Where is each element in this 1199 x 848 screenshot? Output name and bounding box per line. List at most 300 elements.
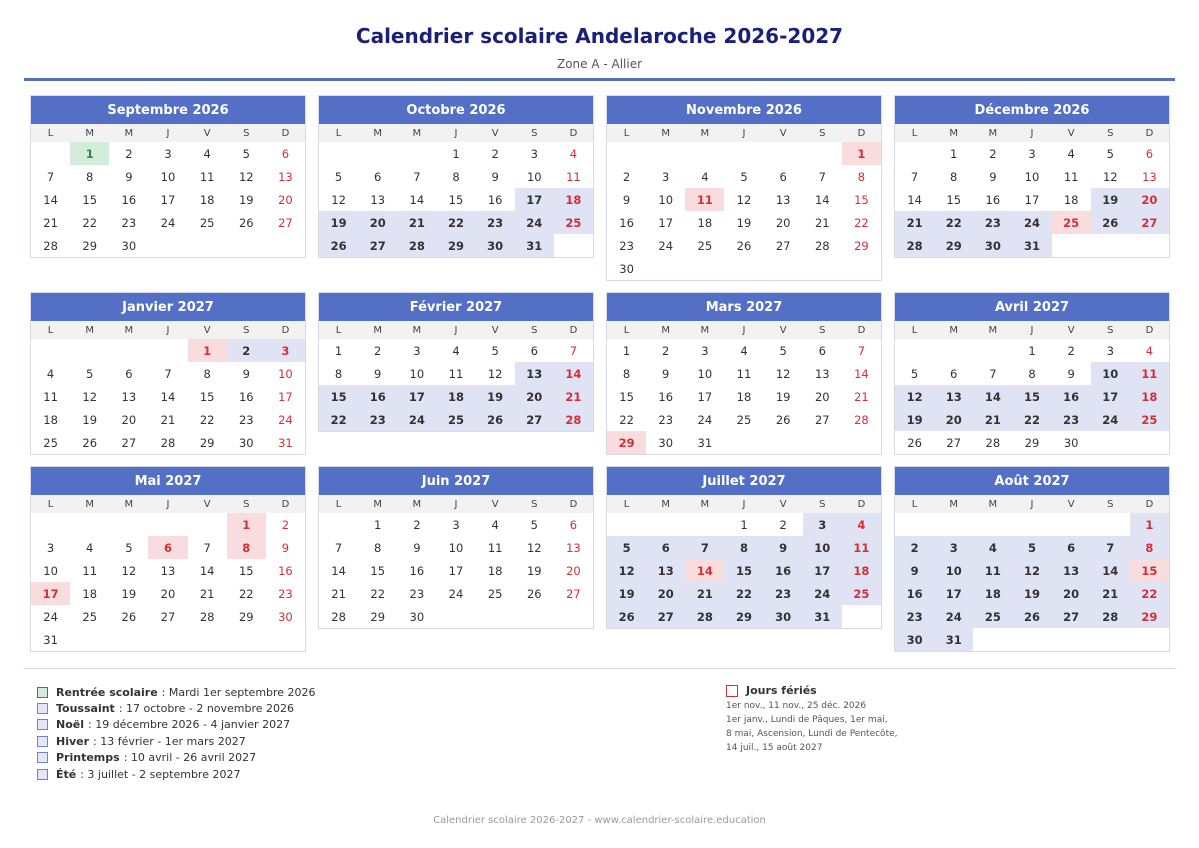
day-cell: 16: [278, 563, 293, 578]
day-cell: 5: [779, 343, 787, 358]
day-cell: 4: [740, 343, 748, 358]
day-cell: 8: [227, 536, 266, 559]
day-cell: 12: [607, 559, 646, 582]
day-cell: 19: [775, 389, 791, 404]
day-cell: 30: [973, 234, 1012, 257]
empty-cell: [607, 513, 646, 536]
day-cell: 11: [842, 536, 881, 559]
day-cell: 28: [554, 408, 593, 431]
weekday-label: L: [47, 324, 54, 336]
day-cell: 16: [764, 559, 803, 582]
day-cell: 22: [619, 412, 634, 427]
weekday-label: V: [203, 127, 211, 139]
day-cell: 1: [622, 343, 631, 358]
day-cell: 1: [740, 517, 748, 532]
day-cell: 16: [238, 389, 254, 404]
month-calendar: [30, 466, 306, 652]
day-cell: 28: [895, 234, 934, 257]
day-cell: 1: [452, 146, 460, 161]
month-title: Juin 2027: [319, 467, 593, 495]
day-cell: 20: [160, 586, 176, 601]
day-cell: 17: [160, 192, 176, 207]
weekday-label: M: [412, 127, 422, 139]
day-cell: 31: [515, 234, 554, 257]
day-cell: 24: [448, 586, 464, 601]
weekday-label: S: [819, 127, 826, 139]
day-cell: 19: [607, 582, 646, 605]
day-cell: 27: [358, 234, 397, 257]
day-cell: 16: [985, 192, 1001, 207]
day-cell: 17: [448, 563, 464, 578]
holiday-swatch-icon: [726, 685, 738, 697]
day-cell: 26: [1091, 211, 1130, 234]
legend-divider: [24, 668, 1175, 669]
day-cell: 7: [569, 343, 578, 358]
weekday-label: M: [949, 498, 959, 510]
day-cell: 26: [607, 605, 646, 628]
day-cell: 21: [685, 582, 724, 605]
day-cell: 9: [764, 536, 803, 559]
day-cell: 22: [82, 215, 98, 230]
empty-cell: [764, 142, 803, 165]
day-cell: 2: [779, 517, 787, 532]
day-cell: 30: [476, 234, 515, 257]
weekday-label: S: [819, 324, 826, 336]
legend-label: Toussaint: [56, 702, 115, 716]
day-cell: 6: [530, 343, 538, 358]
day-cell: 9: [281, 540, 290, 555]
day-cell: 17: [1091, 385, 1130, 408]
day-cell: 7: [910, 169, 919, 184]
day-cell: 20: [566, 563, 581, 578]
day-cell: 24: [397, 408, 436, 431]
day-cell: 14: [160, 389, 176, 404]
day-cell: 11: [82, 563, 98, 578]
day-cell: 28: [43, 238, 58, 253]
day-cell: 7: [818, 169, 826, 184]
day-cell: 15: [854, 192, 869, 207]
day-cell: 30: [1063, 435, 1079, 450]
empty-cell: [148, 339, 187, 362]
day-cell: 4: [973, 536, 1012, 559]
weekday-label: L: [911, 324, 918, 336]
weekday-label: V: [779, 127, 787, 139]
day-cell: 19: [121, 586, 137, 601]
day-cell: 11: [1130, 362, 1169, 385]
day-cell: 27: [121, 435, 137, 450]
day-cell: 29: [934, 234, 973, 257]
empty-cell: [31, 142, 70, 165]
day-cell: 30: [658, 435, 674, 450]
day-cell: 12: [526, 540, 542, 555]
weekday-label: M: [85, 498, 95, 510]
day-cell: 16: [895, 582, 934, 605]
weekday-label: D: [857, 498, 866, 510]
empty-cell: [646, 513, 685, 536]
weekday-label: D: [281, 127, 290, 139]
day-cell: 1: [950, 146, 958, 161]
day-cell: 27: [946, 435, 962, 450]
day-cell: 31: [934, 628, 973, 651]
weekday-label: D: [569, 498, 578, 510]
empty-cell: [397, 142, 436, 165]
weekday-header: [895, 124, 1169, 142]
day-cell: 17: [934, 582, 973, 605]
day-cell: 26: [121, 609, 137, 624]
day-cell: 30: [278, 609, 293, 624]
day-cell: 28: [985, 435, 1001, 450]
day-cell: 30: [238, 435, 254, 450]
day-cell: 10: [409, 366, 425, 381]
vacation-swatch-icon: [37, 769, 48, 780]
day-cell: 13: [646, 559, 685, 582]
day-cell: 15: [319, 385, 358, 408]
day-cell: 19: [82, 412, 98, 427]
holidays-legend: [726, 684, 898, 755]
empty-cell: [895, 142, 934, 165]
day-cell: 1: [1130, 513, 1169, 536]
day-cell: 10: [803, 536, 842, 559]
weekday-label: D: [1145, 324, 1154, 336]
weekday-label: V: [779, 498, 787, 510]
day-cell: 30: [409, 609, 425, 624]
day-cell: 21: [1091, 582, 1130, 605]
legend-label: Noël: [56, 718, 84, 732]
weekday-label: V: [203, 498, 211, 510]
legend-text: : 10 avril - 26 avril 2027: [123, 751, 257, 765]
day-cell: 18: [1130, 385, 1169, 408]
day-cell: 4: [569, 146, 578, 161]
day-cell: 28: [199, 609, 215, 624]
month-title: Avril 2027: [895, 293, 1169, 321]
weekday-label: V: [203, 324, 211, 336]
day-cell: 5: [334, 169, 343, 184]
month-title: Mai 2027: [31, 467, 305, 495]
day-cell: 23: [973, 211, 1012, 234]
legend-item-noel: [37, 717, 316, 733]
day-cell: 27: [814, 412, 830, 427]
day-cell: 11: [685, 188, 724, 211]
weekday-label: M: [124, 127, 134, 139]
day-cell: 27: [1052, 605, 1091, 628]
day-cell: 16: [1052, 385, 1091, 408]
day-cell: 9: [413, 540, 421, 555]
day-cell: 24: [1012, 211, 1051, 234]
day-cell: 11: [448, 366, 464, 381]
day-grid: [319, 513, 593, 628]
empty-cell: [319, 142, 358, 165]
day-cell: 14: [1091, 559, 1130, 582]
vacation-swatch-icon: [37, 752, 48, 763]
day-cell: 10: [1024, 169, 1040, 184]
day-cell: 2: [281, 517, 290, 532]
day-cell: 27: [515, 408, 554, 431]
day-cell: 23: [238, 412, 254, 427]
day-cell: 12: [775, 366, 791, 381]
day-cell: 22: [1012, 408, 1051, 431]
day-cell: 3: [46, 540, 55, 555]
day-cell: 19: [1012, 582, 1051, 605]
month-calendar: [894, 292, 1170, 455]
day-cell: 15: [238, 563, 254, 578]
empty-cell: [31, 513, 70, 536]
day-cell: 27: [1130, 211, 1169, 234]
day-cell: 13: [370, 192, 386, 207]
day-cell: 15: [448, 192, 464, 207]
day-grid: [607, 513, 881, 628]
day-cell: 26: [526, 586, 542, 601]
weekday-label: L: [47, 498, 54, 510]
footer: Calendrier scolaire 2026-2027 - www.calendrier-scolaire.education: [433, 815, 766, 826]
legend-item-toussaint: [37, 700, 316, 716]
day-cell: 13: [515, 362, 554, 385]
day-cell: 9: [622, 192, 631, 207]
day-cell: 7: [203, 540, 211, 555]
day-cell: 24: [1091, 408, 1130, 431]
day-cell: 2: [895, 536, 934, 559]
day-cell: 5: [740, 169, 748, 184]
empty-cell: [607, 142, 646, 165]
weekday-label: M: [988, 498, 998, 510]
day-cell: 13: [1142, 169, 1157, 184]
page-title: Calendrier scolaire Andelaroche 2026-2027: [355, 24, 844, 48]
day-cell: 10: [43, 563, 58, 578]
weekday-label: J: [1030, 127, 1034, 139]
day-cell: 21: [43, 215, 58, 230]
weekday-label: L: [335, 324, 342, 336]
weekday-label: M: [124, 324, 134, 336]
day-cell: 12: [895, 385, 934, 408]
month-calendar: [30, 95, 306, 258]
month-calendar: [318, 95, 594, 258]
weekday-label: V: [491, 324, 499, 336]
weekday-label: V: [491, 127, 499, 139]
day-cell: 14: [554, 362, 593, 385]
day-cell: 11: [199, 169, 215, 184]
day-cell: 25: [436, 408, 475, 431]
day-cell: 25: [199, 215, 215, 230]
day-grid: [31, 513, 305, 651]
day-grid: [31, 339, 305, 454]
day-cell: 2: [227, 339, 266, 362]
day-cell: 18: [82, 586, 98, 601]
weekday-label: M: [373, 127, 383, 139]
empty-cell: [1012, 513, 1051, 536]
weekday-label: L: [911, 498, 918, 510]
weekday-header: [895, 495, 1169, 513]
day-cell: 21: [854, 389, 869, 404]
weekday-label: M: [412, 324, 422, 336]
day-cell: 16: [619, 215, 634, 230]
vacation-swatch-icon: [37, 719, 48, 730]
day-cell: 7: [1091, 536, 1130, 559]
day-cell: 19: [736, 215, 752, 230]
weekday-header: [319, 321, 593, 339]
day-cell: 29: [82, 238, 98, 253]
day-cell: 11: [1063, 169, 1079, 184]
day-cell: 3: [530, 146, 538, 161]
day-cell: 22: [934, 211, 973, 234]
day-cell: 21: [973, 408, 1012, 431]
day-cell: 4: [842, 513, 881, 536]
day-cell: 18: [43, 412, 58, 427]
day-cell: 20: [278, 192, 293, 207]
day-cell: 20: [121, 412, 137, 427]
day-cell: 4: [491, 517, 499, 532]
day-cell: 15: [724, 559, 763, 582]
day-cell: 30: [619, 261, 634, 276]
day-cell: 24: [697, 412, 713, 427]
day-cell: 25: [554, 211, 593, 234]
day-cell: 1: [374, 517, 382, 532]
day-cell: 10: [658, 192, 674, 207]
day-grid: [895, 339, 1169, 454]
day-cell: 12: [736, 192, 752, 207]
weekday-label: L: [335, 498, 342, 510]
month-calendar: [606, 95, 882, 281]
day-cell: 28: [854, 412, 869, 427]
day-cell: 7: [989, 366, 997, 381]
day-cell: 9: [242, 366, 250, 381]
day-cell: 12: [487, 366, 503, 381]
day-cell: 18: [554, 188, 593, 211]
weekday-label: M: [661, 324, 671, 336]
day-cell: 16: [487, 192, 503, 207]
day-cell: 19: [526, 563, 542, 578]
legend-label: Hiver: [56, 734, 90, 748]
day-cell: 22: [238, 586, 254, 601]
day-cell: 29: [238, 609, 254, 624]
day-cell: 31: [1012, 234, 1051, 257]
day-cell: 31: [43, 632, 58, 647]
day-cell: 2: [374, 343, 382, 358]
day-cell: 23: [278, 586, 293, 601]
day-cell: 29: [607, 431, 646, 454]
month-title: Septembre 2026: [31, 96, 305, 124]
day-cell: 9: [491, 169, 499, 184]
day-cell: 25: [82, 609, 98, 624]
day-cell: 4: [46, 366, 55, 381]
day-cell: 13: [121, 389, 137, 404]
day-cell: 19: [1091, 188, 1130, 211]
day-cell: 12: [1012, 559, 1051, 582]
weekday-label: D: [1145, 498, 1154, 510]
weekday-label: L: [623, 324, 630, 336]
day-cell: 2: [491, 146, 499, 161]
day-cell: 26: [82, 435, 98, 450]
day-cell: 18: [736, 389, 752, 404]
holidays-title: Jours fériés: [746, 684, 817, 697]
day-cell: 13: [1052, 559, 1091, 582]
weekday-label: M: [700, 127, 710, 139]
empty-cell: [895, 513, 934, 536]
day-cell: 14: [685, 559, 724, 582]
day-cell: 11: [487, 540, 503, 555]
day-cell: 2: [622, 169, 631, 184]
day-cell: 28: [160, 435, 176, 450]
day-cell: 28: [331, 609, 346, 624]
month-title: Janvier 2027: [31, 293, 305, 321]
day-cell: 17: [31, 582, 70, 605]
weekday-label: L: [623, 498, 630, 510]
month-calendar: [894, 466, 1170, 652]
day-cell: 21: [554, 385, 593, 408]
day-cell: 5: [86, 366, 94, 381]
weekday-label: M: [949, 127, 959, 139]
day-cell: 6: [1052, 536, 1091, 559]
month-calendar: [318, 292, 594, 432]
day-cell: 20: [646, 582, 685, 605]
day-cell: 26: [907, 435, 922, 450]
empty-cell: [31, 339, 70, 362]
day-cell: 21: [331, 586, 346, 601]
weekday-header: [895, 321, 1169, 339]
day-cell: 14: [973, 385, 1012, 408]
day-cell: 22: [1130, 582, 1169, 605]
day-cell: 11: [43, 389, 58, 404]
title-divider: [24, 78, 1175, 81]
day-cell: 20: [358, 211, 397, 234]
day-cell: 25: [1052, 211, 1091, 234]
day-cell: 8: [950, 169, 958, 184]
empty-cell: [109, 513, 148, 536]
day-cell: 24: [803, 582, 842, 605]
weekday-header: [607, 124, 881, 142]
weekday-label: S: [243, 127, 250, 139]
day-cell: 1: [227, 513, 266, 536]
day-cell: 24: [515, 211, 554, 234]
day-cell: 25: [973, 605, 1012, 628]
day-cell: 11: [736, 366, 752, 381]
day-cell: 1: [334, 343, 343, 358]
day-cell: 1: [1028, 343, 1036, 358]
day-cell: 5: [607, 536, 646, 559]
legend-text: : 13 février - 1er mars 2027: [93, 734, 246, 748]
weekday-header: [607, 321, 881, 339]
day-grid: [607, 142, 881, 280]
month-title: Février 2027: [319, 293, 593, 321]
day-cell: 15: [199, 389, 215, 404]
day-cell: 26: [238, 215, 254, 230]
month-calendar: [318, 466, 594, 629]
rentree-swatch-icon: [37, 687, 48, 698]
day-cell: 4: [1145, 343, 1154, 358]
day-cell: 23: [619, 238, 634, 253]
day-cell: 29: [854, 238, 869, 253]
day-cell: 6: [779, 169, 787, 184]
day-cell: 27: [278, 215, 293, 230]
day-cell: 13: [566, 540, 581, 555]
empty-cell: [1052, 513, 1091, 536]
day-cell: 14: [409, 192, 425, 207]
day-cell: 26: [1012, 605, 1051, 628]
day-cell: 5: [910, 366, 919, 381]
day-cell: 12: [82, 389, 98, 404]
day-cell: 17: [397, 385, 436, 408]
empty-cell: [973, 513, 1012, 536]
day-cell: 10: [934, 559, 973, 582]
weekday-label: J: [742, 324, 746, 336]
weekday-label: L: [335, 127, 342, 139]
day-cell: 9: [662, 366, 670, 381]
weekday-label: L: [623, 127, 630, 139]
weekday-label: M: [661, 498, 671, 510]
weekday-label: M: [373, 324, 383, 336]
day-cell: 17: [697, 389, 713, 404]
month-title: Mars 2027: [607, 293, 881, 321]
day-cell: 10: [160, 169, 176, 184]
day-grid: [31, 142, 305, 257]
